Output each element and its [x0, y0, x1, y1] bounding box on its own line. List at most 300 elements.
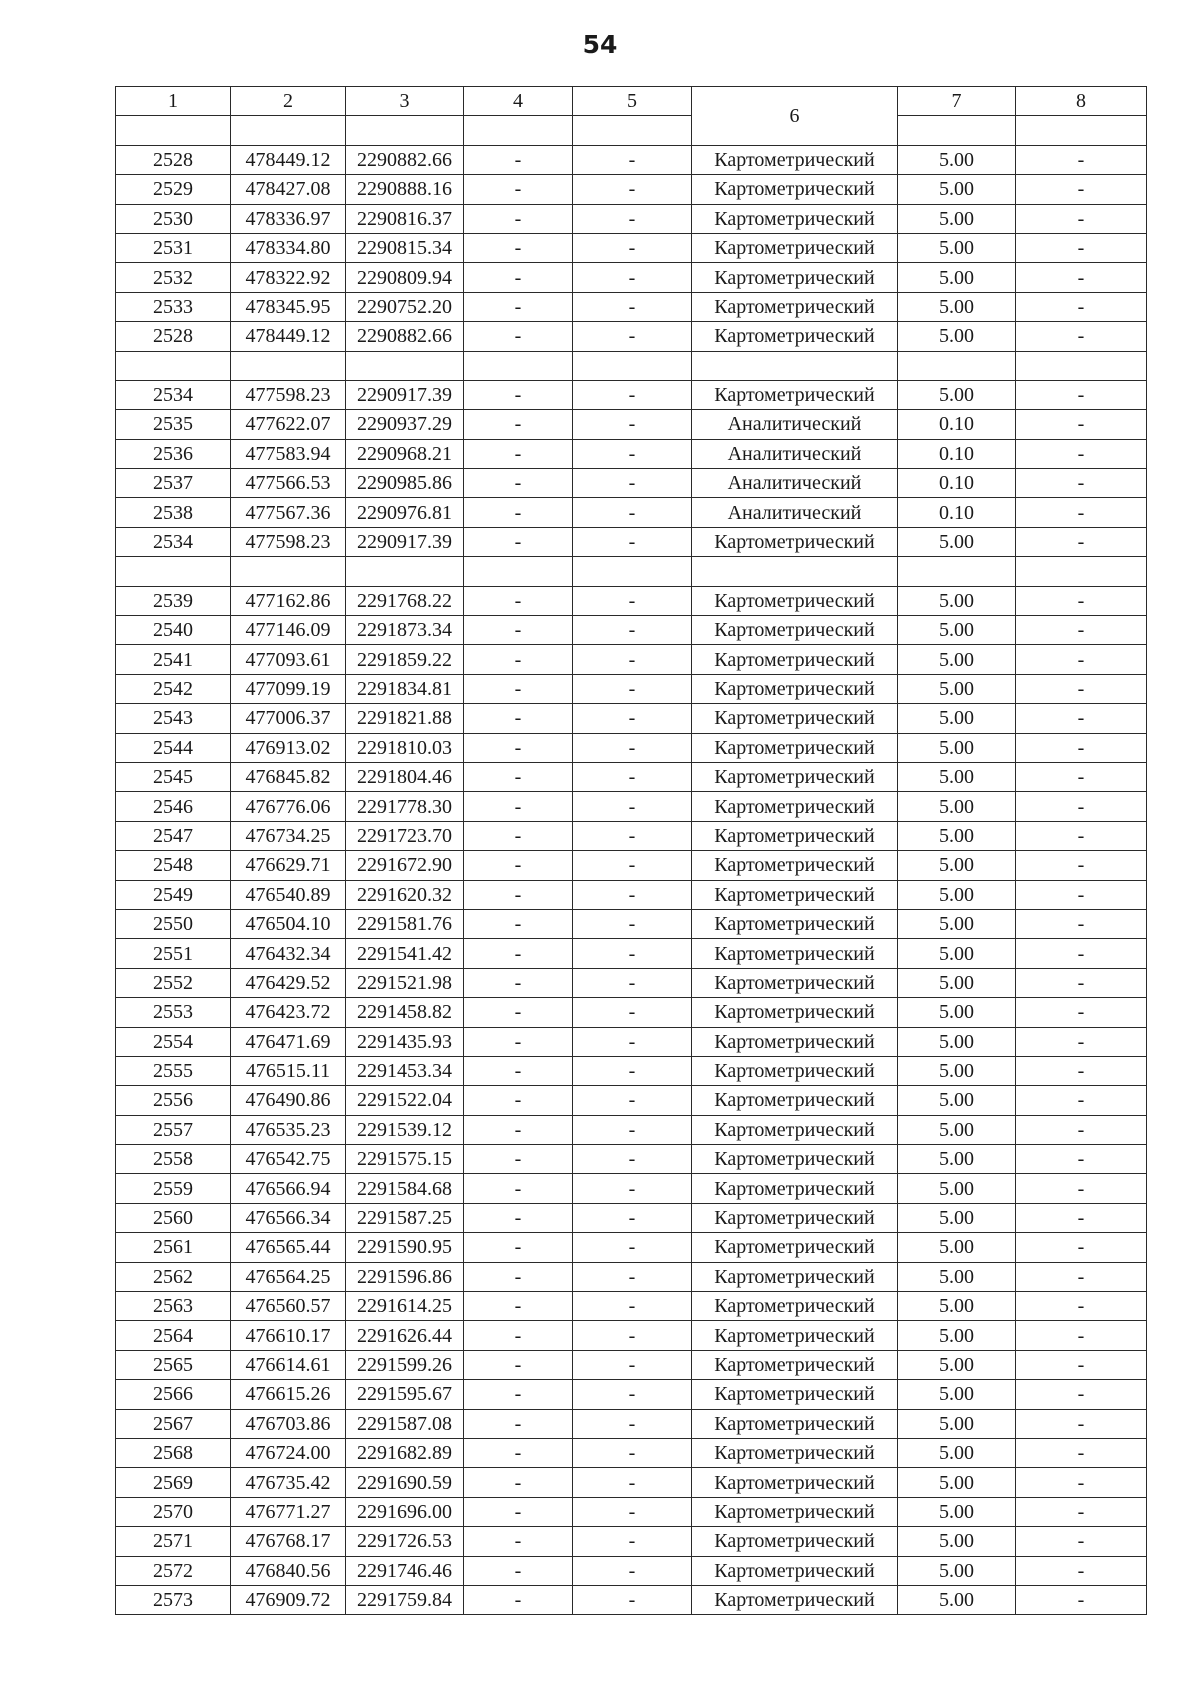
table-row — [116, 1321, 1147, 1350]
cell-col-7: 5.00 — [898, 233, 1016, 262]
table-row — [116, 939, 1147, 968]
cell-col-5: - — [573, 292, 692, 321]
cell-col-2: 476542.75 — [231, 1145, 346, 1174]
cell-col-8: - — [1016, 1262, 1147, 1291]
cell-col-7: 5.00 — [898, 1115, 1016, 1144]
table-row — [116, 233, 1147, 262]
cell-col-1: 2563 — [116, 1292, 231, 1321]
cell-col-5: - — [573, 1380, 692, 1409]
cell-col-7: 5.00 — [898, 704, 1016, 733]
cell-col-1: 2559 — [116, 1174, 231, 1203]
cell-col-8: - — [1016, 322, 1147, 351]
cell-col-4: - — [464, 968, 573, 997]
cell-col-8: - — [1016, 380, 1147, 409]
cell-col-8: - — [1016, 792, 1147, 821]
cell-col-6: Картометрический — [692, 322, 898, 351]
empty-cell — [898, 351, 1016, 380]
cell-col-8: - — [1016, 880, 1147, 909]
cell-col-6: Картометрический — [692, 821, 898, 850]
table-row — [116, 410, 1147, 439]
cell-col-6: Картометрический — [692, 1145, 898, 1174]
column-header-5: 5 — [573, 87, 692, 116]
cell-col-3: 2291587.08 — [346, 1409, 464, 1438]
cell-col-3: 2291746.46 — [346, 1556, 464, 1585]
cell-col-8: - — [1016, 439, 1147, 468]
cell-col-6: Картометрический — [692, 1115, 898, 1144]
cell-col-7: 5.00 — [898, 145, 1016, 174]
cell-col-4: - — [464, 439, 573, 468]
cell-col-8: - — [1016, 1056, 1147, 1085]
table-row — [116, 821, 1147, 850]
empty-cell — [1016, 557, 1147, 586]
cell-col-2: 476614.61 — [231, 1350, 346, 1379]
cell-col-2: 476735.42 — [231, 1468, 346, 1497]
cell-col-7: 5.00 — [898, 792, 1016, 821]
cell-col-5: - — [573, 1056, 692, 1085]
table-row — [116, 851, 1147, 880]
cell-col-8: - — [1016, 1438, 1147, 1467]
empty-cell — [464, 557, 573, 586]
cell-col-4: - — [464, 1468, 573, 1497]
cell-col-5: - — [573, 322, 692, 351]
cell-col-4: - — [464, 586, 573, 615]
cell-col-6: Картометрический — [692, 1585, 898, 1614]
cell-col-2: 476776.06 — [231, 792, 346, 821]
cell-col-4: - — [464, 1145, 573, 1174]
cell-col-6: Картометрический — [692, 616, 898, 645]
cell-col-7: 5.00 — [898, 1056, 1016, 1085]
empty-cell — [573, 557, 692, 586]
cell-col-4: - — [464, 1497, 573, 1526]
cell-col-2: 476771.27 — [231, 1497, 346, 1526]
cell-col-4: - — [464, 939, 573, 968]
cell-col-7: 5.00 — [898, 1497, 1016, 1526]
cell-col-3: 2290816.37 — [346, 204, 464, 233]
table-row — [116, 674, 1147, 703]
cell-col-1: 2556 — [116, 1086, 231, 1115]
cell-col-7: 5.00 — [898, 939, 1016, 968]
cell-col-3: 2290882.66 — [346, 322, 464, 351]
cell-col-4: - — [464, 645, 573, 674]
cell-col-7: 5.00 — [898, 762, 1016, 791]
cell-col-8: - — [1016, 1409, 1147, 1438]
cell-col-6: Картометрический — [692, 762, 898, 791]
cell-col-5: - — [573, 233, 692, 262]
cell-col-4: - — [464, 1527, 573, 1556]
empty-cell — [346, 557, 464, 586]
cell-col-4: - — [464, 1438, 573, 1467]
cell-col-8: - — [1016, 1468, 1147, 1497]
cell-col-5: - — [573, 762, 692, 791]
cell-col-4: - — [464, 1056, 573, 1085]
subheader-cell — [346, 116, 464, 145]
cell-col-3: 2291626.44 — [346, 1321, 464, 1350]
cell-col-5: - — [573, 1527, 692, 1556]
cell-col-3: 2290937.29 — [346, 410, 464, 439]
table-row — [116, 1086, 1147, 1115]
cell-col-7: 5.00 — [898, 1086, 1016, 1115]
cell-col-3: 2291458.82 — [346, 998, 464, 1027]
cell-col-2: 477006.37 — [231, 704, 346, 733]
cell-col-4: - — [464, 1350, 573, 1379]
cell-col-8: - — [1016, 1497, 1147, 1526]
cell-col-8: - — [1016, 1115, 1147, 1144]
cell-col-6: Картометрический — [692, 1380, 898, 1409]
cell-col-4: - — [464, 1262, 573, 1291]
cell-col-5: - — [573, 1350, 692, 1379]
cell-col-3: 2291810.03 — [346, 733, 464, 762]
cell-col-4: - — [464, 1321, 573, 1350]
cell-col-6: Картометрический — [692, 998, 898, 1027]
cell-col-2: 476490.86 — [231, 1086, 346, 1115]
cell-col-8: - — [1016, 1556, 1147, 1585]
cell-col-4: - — [464, 263, 573, 292]
cell-col-3: 2291584.68 — [346, 1174, 464, 1203]
cell-col-3: 2291821.88 — [346, 704, 464, 733]
empty-cell — [116, 351, 231, 380]
cell-col-7: 5.00 — [898, 616, 1016, 645]
separator-row — [116, 351, 1147, 380]
cell-col-4: - — [464, 821, 573, 850]
cell-col-5: - — [573, 498, 692, 527]
cell-col-3: 2291595.67 — [346, 1380, 464, 1409]
cell-col-5: - — [573, 1174, 692, 1203]
cell-col-1: 2557 — [116, 1115, 231, 1144]
cell-col-2: 476566.94 — [231, 1174, 346, 1203]
cell-col-8: - — [1016, 704, 1147, 733]
cell-col-3: 2290752.20 — [346, 292, 464, 321]
table-row — [116, 292, 1147, 321]
cell-col-1: 2568 — [116, 1438, 231, 1467]
column-header-8: 8 — [1016, 87, 1147, 116]
cell-col-8: - — [1016, 1233, 1147, 1262]
cell-col-1: 2551 — [116, 939, 231, 968]
cell-col-4: - — [464, 1174, 573, 1203]
table-row — [116, 1115, 1147, 1144]
cell-col-8: - — [1016, 762, 1147, 791]
cell-col-5: - — [573, 204, 692, 233]
table-row — [116, 645, 1147, 674]
cell-col-6: Картометрический — [692, 380, 898, 409]
cell-col-5: - — [573, 1115, 692, 1144]
cell-col-6: Картометрический — [692, 704, 898, 733]
cell-col-1: 2561 — [116, 1233, 231, 1262]
subheader-cell — [898, 116, 1016, 145]
table-row — [116, 880, 1147, 909]
cell-col-1: 2571 — [116, 1527, 231, 1556]
cell-col-5: - — [573, 880, 692, 909]
empty-cell — [464, 351, 573, 380]
cell-col-5: - — [573, 1292, 692, 1321]
cell-col-1: 2538 — [116, 498, 231, 527]
cell-col-3: 2291521.98 — [346, 968, 464, 997]
cell-col-3: 2291596.86 — [346, 1262, 464, 1291]
table-row — [116, 1174, 1147, 1203]
cell-col-5: - — [573, 1438, 692, 1467]
cell-col-6: Картометрический — [692, 1086, 898, 1115]
cell-col-3: 2291690.59 — [346, 1468, 464, 1497]
cell-col-8: - — [1016, 527, 1147, 556]
cell-col-7: 5.00 — [898, 645, 1016, 674]
cell-col-5: - — [573, 968, 692, 997]
cell-col-6: Картометрический — [692, 1409, 898, 1438]
cell-col-5: - — [573, 674, 692, 703]
cell-col-2: 476432.34 — [231, 939, 346, 968]
cell-col-8: - — [1016, 645, 1147, 674]
cell-col-7: 5.00 — [898, 586, 1016, 615]
cell-col-3: 2291778.30 — [346, 792, 464, 821]
cell-col-3: 2291590.95 — [346, 1233, 464, 1262]
cell-col-7: 5.00 — [898, 968, 1016, 997]
cell-col-2: 478336.97 — [231, 204, 346, 233]
cell-col-1: 2549 — [116, 880, 231, 909]
cell-col-5: - — [573, 527, 692, 556]
cell-col-1: 2528 — [116, 322, 231, 351]
cell-col-4: - — [464, 674, 573, 703]
cell-col-7: 5.00 — [898, 322, 1016, 351]
cell-col-6: Аналитический — [692, 410, 898, 439]
cell-col-7: 5.00 — [898, 1292, 1016, 1321]
cell-col-2: 476734.25 — [231, 821, 346, 850]
cell-col-7: 5.00 — [898, 1468, 1016, 1497]
cell-col-4: - — [464, 175, 573, 204]
cell-col-2: 476724.00 — [231, 1438, 346, 1467]
cell-col-1: 2537 — [116, 469, 231, 498]
table-row — [116, 1145, 1147, 1174]
cell-col-4: - — [464, 469, 573, 498]
cell-col-8: - — [1016, 204, 1147, 233]
separator-row — [116, 557, 1147, 586]
cell-col-5: - — [573, 616, 692, 645]
cell-col-4: - — [464, 1556, 573, 1585]
cell-col-7: 5.00 — [898, 821, 1016, 850]
cell-col-2: 477146.09 — [231, 616, 346, 645]
table-row — [116, 1585, 1147, 1614]
cell-col-5: - — [573, 1203, 692, 1232]
cell-col-4: - — [464, 233, 573, 262]
cell-col-2: 476564.25 — [231, 1262, 346, 1291]
cell-col-1: 2570 — [116, 1497, 231, 1526]
table-row — [116, 1438, 1147, 1467]
table-row — [116, 762, 1147, 791]
cell-col-3: 2291804.46 — [346, 762, 464, 791]
cell-col-8: - — [1016, 939, 1147, 968]
subheader-cell — [116, 116, 231, 145]
cell-col-6: Картометрический — [692, 968, 898, 997]
cell-col-6: Картометрический — [692, 1174, 898, 1203]
cell-col-5: - — [573, 1468, 692, 1497]
table-row — [116, 1527, 1147, 1556]
table-row — [116, 263, 1147, 292]
table-row — [116, 1027, 1147, 1056]
cell-col-6: Картометрический — [692, 1350, 898, 1379]
cell-col-8: - — [1016, 1380, 1147, 1409]
cell-col-4: - — [464, 998, 573, 1027]
table-row — [116, 1262, 1147, 1291]
cell-col-6: Картометрический — [692, 292, 898, 321]
cell-col-4: - — [464, 527, 573, 556]
cell-col-5: - — [573, 792, 692, 821]
cell-col-5: - — [573, 1409, 692, 1438]
cell-col-3: 2291672.90 — [346, 851, 464, 880]
cell-col-4: - — [464, 204, 573, 233]
cell-col-6: Картометрический — [692, 645, 898, 674]
cell-col-7: 5.00 — [898, 880, 1016, 909]
cell-col-2: 476471.69 — [231, 1027, 346, 1056]
cell-col-8: - — [1016, 498, 1147, 527]
cell-col-7: 5.00 — [898, 733, 1016, 762]
cell-col-5: - — [573, 733, 692, 762]
cell-col-4: - — [464, 1380, 573, 1409]
cell-col-1: 2532 — [116, 263, 231, 292]
cell-col-5: - — [573, 909, 692, 938]
cell-col-5: - — [573, 1027, 692, 1056]
cell-col-1: 2543 — [116, 704, 231, 733]
cell-col-6: Картометрический — [692, 1056, 898, 1085]
cell-col-5: - — [573, 1556, 692, 1585]
column-header-3: 3 — [346, 87, 464, 116]
cell-col-4: - — [464, 1203, 573, 1232]
cell-col-8: - — [1016, 1321, 1147, 1350]
cell-col-6: Картометрический — [692, 674, 898, 703]
cell-col-4: - — [464, 1086, 573, 1115]
cell-col-8: - — [1016, 586, 1147, 615]
cell-col-4: - — [464, 851, 573, 880]
cell-col-5: - — [573, 439, 692, 468]
table-row — [116, 322, 1147, 351]
cell-col-2: 476535.23 — [231, 1115, 346, 1144]
cell-col-8: - — [1016, 998, 1147, 1027]
cell-col-7: 5.00 — [898, 380, 1016, 409]
cell-col-3: 2290882.66 — [346, 145, 464, 174]
cell-col-1: 2565 — [116, 1350, 231, 1379]
cell-col-3: 2291759.84 — [346, 1585, 464, 1614]
cell-col-3: 2290888.16 — [346, 175, 464, 204]
cell-col-3: 2290809.94 — [346, 263, 464, 292]
cell-col-2: 478345.95 — [231, 292, 346, 321]
cell-col-7: 5.00 — [898, 909, 1016, 938]
cell-col-6: Картометрический — [692, 909, 898, 938]
cell-col-5: - — [573, 939, 692, 968]
cell-col-1: 2530 — [116, 204, 231, 233]
cell-col-8: - — [1016, 909, 1147, 938]
cell-col-4: - — [464, 733, 573, 762]
table-row — [116, 469, 1147, 498]
cell-col-6: Картометрический — [692, 1292, 898, 1321]
cell-col-8: - — [1016, 410, 1147, 439]
cell-col-3: 2291522.04 — [346, 1086, 464, 1115]
cell-col-2: 476610.17 — [231, 1321, 346, 1350]
cell-col-1: 2534 — [116, 380, 231, 409]
table-row — [116, 909, 1147, 938]
cell-col-6: Картометрический — [692, 1438, 898, 1467]
cell-col-1: 2569 — [116, 1468, 231, 1497]
table-subheader-row — [116, 116, 1147, 145]
table-header-row — [116, 87, 1147, 116]
table-row — [116, 1056, 1147, 1085]
cell-col-8: - — [1016, 674, 1147, 703]
cell-col-2: 477566.53 — [231, 469, 346, 498]
cell-col-8: - — [1016, 1145, 1147, 1174]
cell-col-6: Картометрический — [692, 1556, 898, 1585]
cell-col-1: 2562 — [116, 1262, 231, 1291]
cell-col-2: 477567.36 — [231, 498, 346, 527]
cell-col-7: 5.00 — [898, 527, 1016, 556]
cell-col-1: 2540 — [116, 616, 231, 645]
cell-col-8: - — [1016, 1527, 1147, 1556]
cell-col-4: - — [464, 1585, 573, 1614]
cell-col-4: - — [464, 909, 573, 938]
cell-col-8: - — [1016, 1027, 1147, 1056]
cell-col-6: Картометрический — [692, 792, 898, 821]
cell-col-7: 5.00 — [898, 1350, 1016, 1379]
table-row — [116, 586, 1147, 615]
subheader-cell — [464, 116, 573, 145]
cell-col-4: - — [464, 1027, 573, 1056]
cell-col-5: - — [573, 998, 692, 1027]
table-row — [116, 1468, 1147, 1497]
cell-col-4: - — [464, 410, 573, 439]
cell-col-8: - — [1016, 1292, 1147, 1321]
cell-col-6: Аналитический — [692, 469, 898, 498]
cell-col-1: 2542 — [116, 674, 231, 703]
cell-col-4: - — [464, 762, 573, 791]
cell-col-2: 477583.94 — [231, 439, 346, 468]
cell-col-1: 2534 — [116, 527, 231, 556]
cell-col-5: - — [573, 851, 692, 880]
cell-col-7: 5.00 — [898, 851, 1016, 880]
cell-col-2: 478449.12 — [231, 145, 346, 174]
cell-col-3: 2291873.34 — [346, 616, 464, 645]
cell-col-4: - — [464, 792, 573, 821]
cell-col-3: 2290985.86 — [346, 469, 464, 498]
cell-col-4: - — [464, 616, 573, 645]
cell-col-2: 477099.19 — [231, 674, 346, 703]
table-row — [116, 204, 1147, 233]
cell-col-4: - — [464, 1409, 573, 1438]
column-header-4: 4 — [464, 87, 573, 116]
cell-col-2: 477093.61 — [231, 645, 346, 674]
cell-col-8: - — [1016, 175, 1147, 204]
cell-col-3: 2291768.22 — [346, 586, 464, 615]
cell-col-7: 5.00 — [898, 1380, 1016, 1409]
cell-col-7: 5.00 — [898, 1585, 1016, 1614]
cell-col-2: 476840.56 — [231, 1556, 346, 1585]
cell-col-7: 5.00 — [898, 1527, 1016, 1556]
cell-col-2: 477598.23 — [231, 380, 346, 409]
cell-col-4: - — [464, 498, 573, 527]
cell-col-7: 5.00 — [898, 1174, 1016, 1203]
cell-col-8: - — [1016, 1350, 1147, 1379]
cell-col-8: - — [1016, 851, 1147, 880]
cell-col-3: 2291541.42 — [346, 939, 464, 968]
cell-col-1: 2539 — [116, 586, 231, 615]
cell-col-8: - — [1016, 733, 1147, 762]
cell-col-3: 2290976.81 — [346, 498, 464, 527]
cell-col-8: - — [1016, 968, 1147, 997]
table-row — [116, 1380, 1147, 1409]
cell-col-6: Картометрический — [692, 1203, 898, 1232]
table-row — [116, 175, 1147, 204]
table-row — [116, 616, 1147, 645]
cell-col-1: 2567 — [116, 1409, 231, 1438]
cell-col-1: 2535 — [116, 410, 231, 439]
cell-col-2: 476909.72 — [231, 1585, 346, 1614]
cell-col-6: Картометрический — [692, 939, 898, 968]
page-number: 54 — [582, 30, 618, 59]
cell-col-5: - — [573, 410, 692, 439]
cell-col-3: 2291587.25 — [346, 1203, 464, 1232]
